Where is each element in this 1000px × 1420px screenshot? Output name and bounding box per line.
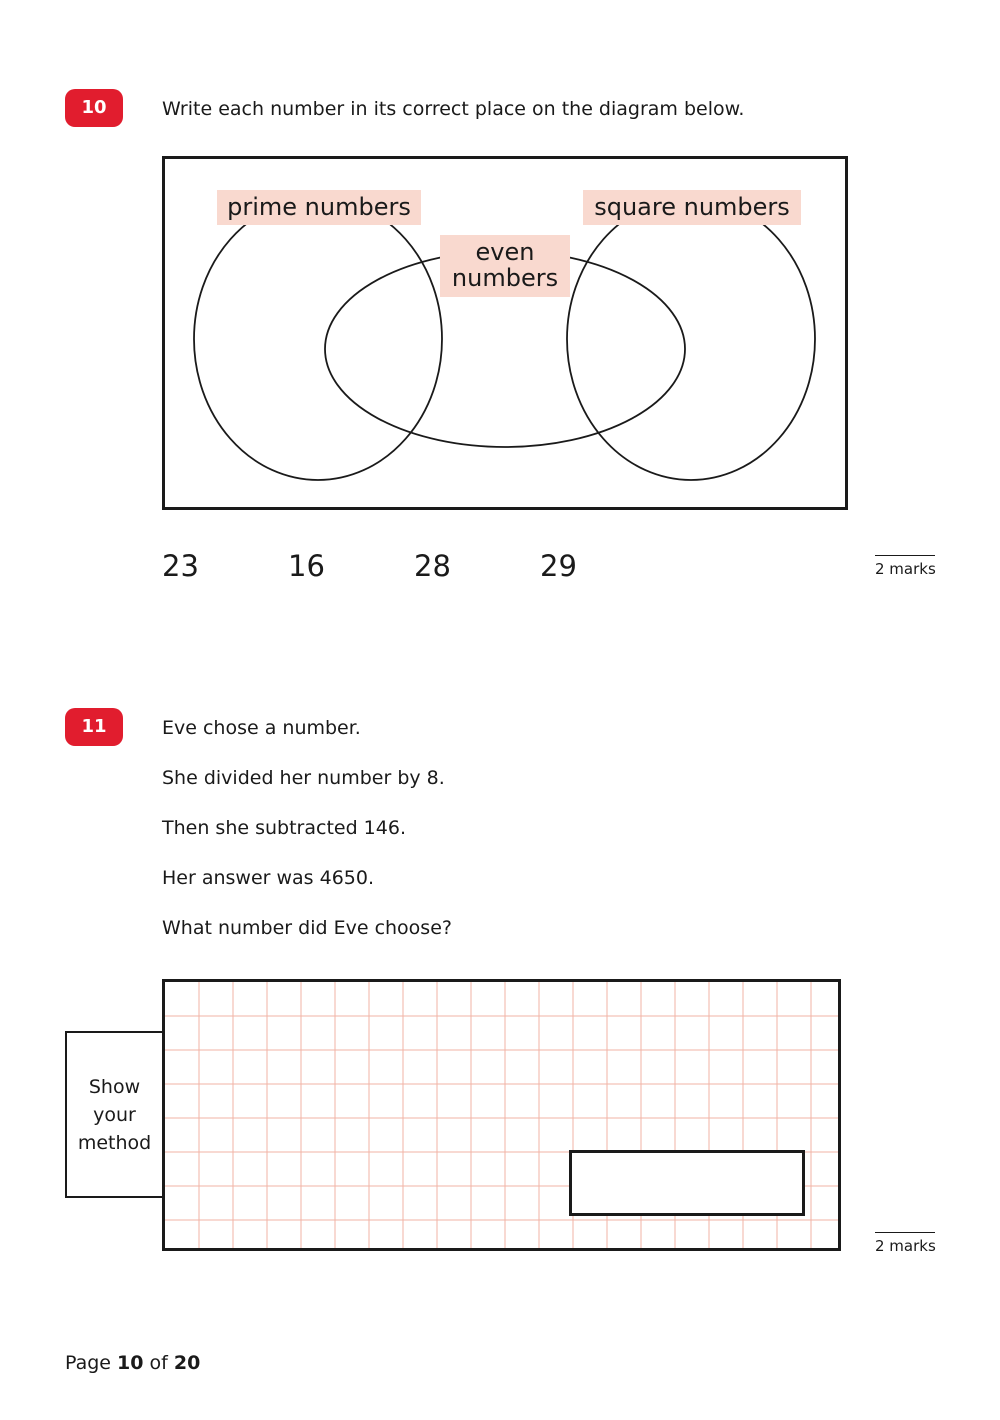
- number-to-place[interactable]: 23: [162, 549, 199, 583]
- prime-set-circle: [194, 198, 442, 480]
- prime-numbers-label: prime numbers: [217, 190, 421, 225]
- page-footer: [65, 1352, 200, 1374]
- method-tab-line: Show: [88, 1075, 141, 1098]
- question-line: Then she subtracted 146.: [162, 817, 406, 839]
- even-label-line1: even: [475, 238, 535, 266]
- even-numbers-label: [440, 235, 570, 297]
- square-numbers-label: square numbers: [583, 190, 801, 225]
- question-line: She divided her number by 8.: [162, 767, 445, 789]
- number-to-place[interactable]: 16: [288, 549, 325, 583]
- footer-page-number: 10: [117, 1352, 144, 1374]
- footer-page-prefix: Page: [65, 1352, 111, 1374]
- show-method-tab: [65, 1031, 162, 1198]
- method-tab-line: your: [93, 1103, 136, 1126]
- question-number-badge: 10: [65, 89, 123, 127]
- square-set-circle: [567, 198, 815, 480]
- answer-box[interactable]: [569, 1150, 805, 1216]
- even-label-line2: numbers: [451, 264, 559, 292]
- question-line: Eve chose a number.: [162, 717, 361, 739]
- number-to-place[interactable]: 29: [540, 549, 577, 583]
- number-to-place[interactable]: 28: [414, 549, 451, 583]
- marks-indicator: 2 marks: [875, 555, 935, 578]
- question-line: Her answer was 4650.: [162, 867, 375, 889]
- question-instruction: Write each number in its correct place on the diagram below.: [162, 98, 745, 120]
- method-tab-line: method: [77, 1131, 152, 1154]
- footer-of: of: [149, 1352, 168, 1374]
- footer-page-total: 20: [173, 1352, 201, 1374]
- marks-indicator: 2 marks: [875, 1232, 935, 1255]
- question-line: What number did Eve choose?: [162, 917, 452, 939]
- question-number-badge: 11: [65, 708, 123, 746]
- venn-diagram[interactable]: [162, 156, 848, 510]
